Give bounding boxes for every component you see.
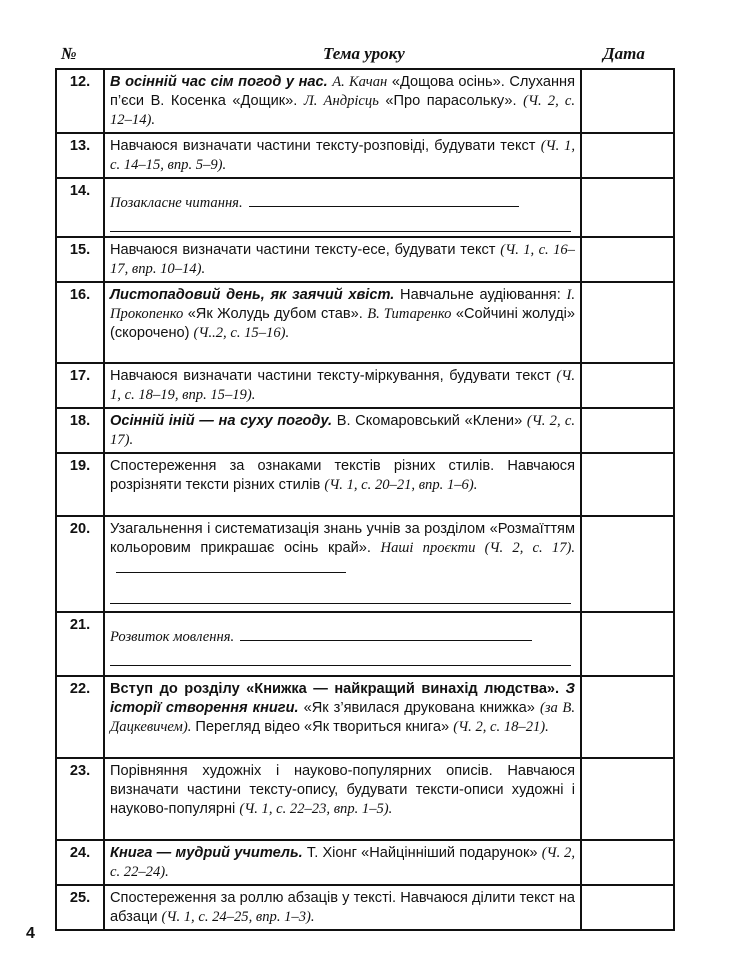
- table-row: [56, 133, 674, 178]
- lesson-number: 17.: [56, 363, 104, 408]
- lesson-date-cell[interactable]: [581, 363, 674, 408]
- lesson-topic: Розвиток мовлення.: [104, 612, 581, 676]
- lesson-topic: Осінній іній — на суху погоду. В. Скомаровський «Клени» (Ч. 2, с. 17).: [104, 408, 581, 453]
- lesson-date-cell[interactable]: [581, 758, 674, 840]
- table-row: [56, 69, 674, 133]
- lesson-topic: Вступ до розділу «Книжка — найкращий винахід людства». З історії створення книги. «Як з’явилася друкована книжка» (за В. Дацкевичем). Перегляд відео «Як твориться книга» (Ч. 2, с. 18–21).: [104, 676, 581, 758]
- lesson-date-cell[interactable]: [581, 69, 674, 133]
- column-header-number: №: [61, 44, 77, 63]
- table-row: [56, 758, 674, 840]
- lesson-number: 19.: [56, 453, 104, 516]
- table-row: [56, 408, 674, 453]
- lesson-number: 21.: [56, 612, 104, 676]
- lesson-date-cell[interactable]: [581, 453, 674, 516]
- table-row: [56, 453, 674, 516]
- lesson-date-cell[interactable]: [581, 516, 674, 612]
- fill-in-line[interactable]: [249, 192, 519, 207]
- fill-in-line[interactable]: [110, 647, 571, 666]
- lesson-number: 13.: [56, 133, 104, 178]
- lesson-number: 22.: [56, 676, 104, 758]
- lesson-number: 16.: [56, 282, 104, 363]
- lesson-date-cell[interactable]: [581, 133, 674, 178]
- table-row: [56, 840, 674, 885]
- lesson-date-cell[interactable]: [581, 408, 674, 453]
- table-row: [56, 363, 674, 408]
- lesson-date-cell[interactable]: [581, 612, 674, 676]
- table-row: [56, 178, 674, 237]
- lesson-topic: Узагальнення і систематизація знань учнів за розділом «Розмаїттям кольоровим прикрашає осінь край». Наші проєкти (Ч. 2, с. 17).: [104, 516, 581, 612]
- lesson-number: 25.: [56, 885, 104, 930]
- lesson-topic: Листопадовий день, як заячий хвіст. Навчальне аудіювання: І. Прокопенко «Як Жолудь дубом став». В. Титаренко «Сойчині жолуді» (скорочено) (Ч..2, с. 15–16).: [104, 282, 581, 363]
- table-row: [56, 612, 674, 676]
- lesson-topic: В осінній час сім погод у нас. А. Качан «Дощова осінь». Слухання п’єси В. Косенка «Дощик». Л. Андрісць «Про парасольку». (Ч. 2, с. 12–14).: [104, 69, 581, 133]
- lesson-topic: Спостереження за ознаками текстів різних стилів. Навчаюся розрізняти тексти різних стилів (Ч. 1, с. 20–21, впр. 1–6).: [104, 453, 581, 516]
- lesson-topic: Навчаюся визначати частини тексту-розповіді, будувати текст (Ч. 1, с. 14–15, впр. 5–9).: [104, 133, 581, 178]
- fill-in-line[interactable]: [116, 558, 346, 573]
- lesson-number: 20.: [56, 516, 104, 612]
- column-header-topic: Тема уроку: [323, 44, 405, 63]
- lesson-topic: Спостереження за роллю абзаців у тексті. Навчаюся ділити текст на абзаци (Ч. 1, с. 24–25, впр. 1–3).: [104, 885, 581, 930]
- lesson-topic: Порівняння художніх і науково-популярних описів. Навчаюся визначати частини тексту-опису, будувати тексти-описи художні і науково-популярні (Ч. 1, с. 22–23, впр. 1–5).: [104, 758, 581, 840]
- column-header-date: Дата: [603, 44, 645, 63]
- lesson-date-cell[interactable]: [581, 282, 674, 363]
- table-row: [56, 282, 674, 363]
- fill-in-line[interactable]: [110, 585, 571, 604]
- lesson-number: 15.: [56, 237, 104, 282]
- table-row: [56, 676, 674, 758]
- lesson-number: 18.: [56, 408, 104, 453]
- lesson-number: 12.: [56, 69, 104, 133]
- lesson-topic: Книга — мудрий учитель. Т. Хіонг «Найцінніший подарунок» (Ч. 2, с. 22–24).: [104, 840, 581, 885]
- fill-in-line[interactable]: [110, 213, 571, 232]
- fill-in-line[interactable]: [240, 626, 532, 641]
- lesson-date-cell[interactable]: [581, 237, 674, 282]
- table-row: [56, 516, 674, 612]
- lesson-plan-table: [55, 68, 675, 931]
- lesson-date-cell[interactable]: [581, 178, 674, 237]
- table-row: [56, 237, 674, 282]
- lesson-topic: Позакласне читання.: [104, 178, 581, 237]
- lesson-topic: Навчаюся визначати частини тексту-міркування, будувати текст (Ч. 1, с. 18–19, впр. 15–19).: [104, 363, 581, 408]
- lesson-date-cell[interactable]: [581, 676, 674, 758]
- lesson-topic: Навчаюся визначати частини тексту-есе, будувати текст (Ч. 1, с. 16–17, впр. 10–14).: [104, 237, 581, 282]
- lesson-date-cell[interactable]: [581, 840, 674, 885]
- lesson-number: 14.: [56, 178, 104, 237]
- table-header: [55, 44, 675, 66]
- lesson-date-cell[interactable]: [581, 885, 674, 930]
- table-row: [56, 885, 674, 930]
- page-number: 4: [26, 925, 35, 942]
- lesson-number: 24.: [56, 840, 104, 885]
- lesson-number: 23.: [56, 758, 104, 840]
